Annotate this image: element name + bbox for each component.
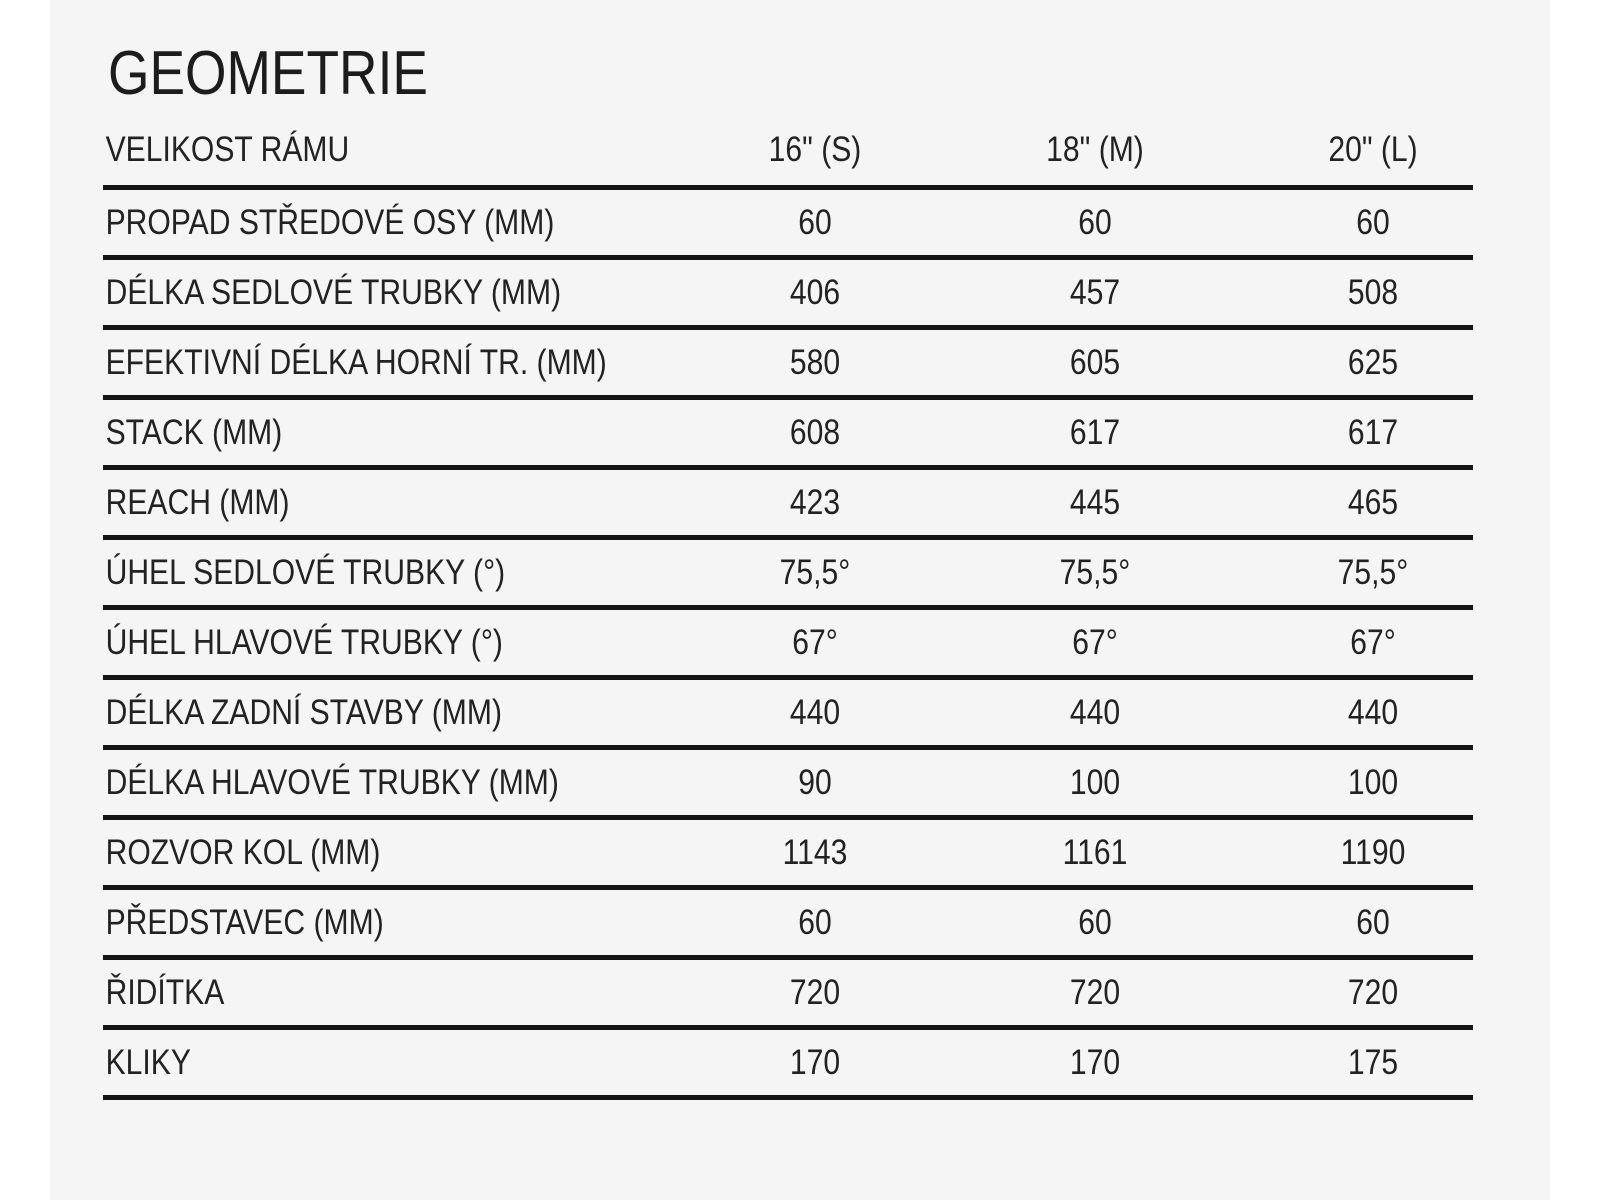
table-row [103, 610, 1473, 680]
value-l: 100 [1347, 762, 1399, 802]
value-s: 90 [798, 762, 832, 802]
value-l: 60 [1356, 902, 1390, 942]
value-s: 406 [789, 272, 841, 312]
row-label: ÚHEL SEDLOVÉ TRUBKY (°) [105, 552, 506, 592]
table-row [103, 1030, 1473, 1100]
value-l: 67° [1350, 622, 1396, 662]
value-l: 440 [1347, 692, 1399, 732]
row-label: KLIKY [105, 1042, 191, 1082]
table-row [103, 890, 1473, 960]
table-row [103, 540, 1473, 610]
value-l: 720 [1347, 972, 1399, 1012]
value-l: 1190 [1340, 832, 1406, 872]
value-m: 75,5° [1059, 552, 1131, 592]
value-s: 170 [789, 1042, 841, 1082]
table-row [103, 330, 1473, 400]
value-m: 67° [1072, 622, 1118, 662]
value-l: 175 [1347, 1042, 1399, 1082]
table-row [103, 820, 1473, 890]
value-m: 1161 [1062, 832, 1128, 872]
value-l: 617 [1347, 412, 1399, 452]
value-s: 1143 [782, 832, 848, 872]
header-label: VELIKOST RÁMU [105, 129, 350, 169]
table-row [103, 960, 1473, 1030]
value-m: 60 [1078, 902, 1112, 942]
value-m: 60 [1078, 202, 1112, 242]
page-title: GEOMETRIE [108, 39, 428, 108]
table-row [103, 190, 1473, 260]
row-label: REACH (MM) [105, 482, 290, 522]
row-label: PROPAD STŘEDOVÉ OSY (MM) [105, 202, 555, 242]
value-s: 720 [789, 972, 841, 1012]
value-s: 67° [792, 622, 838, 662]
row-label: EFEKTIVNÍ DÉLKA HORNÍ TR. (MM) [105, 342, 607, 382]
value-m: 617 [1069, 412, 1121, 452]
table-row [103, 400, 1473, 470]
table-row [103, 470, 1473, 540]
table-header-row [103, 114, 1473, 190]
row-label: DÉLKA ZADNÍ STAVBY (MM) [105, 692, 502, 732]
value-s: 60 [798, 902, 832, 942]
value-l: 465 [1347, 482, 1399, 522]
table-row [103, 750, 1473, 820]
header-size-m: 18" (M) [1046, 129, 1144, 169]
value-m: 100 [1069, 762, 1121, 802]
row-label: STACK (MM) [105, 412, 283, 452]
value-m: 440 [1069, 692, 1121, 732]
header-size-l: 20" (L) [1328, 129, 1418, 169]
table-row [103, 260, 1473, 330]
row-label: DÉLKA HLAVOVÉ TRUBKY (MM) [105, 762, 559, 802]
geometry-table [103, 114, 1473, 1100]
row-label: DÉLKA SEDLOVÉ TRUBKY (MM) [105, 272, 562, 312]
row-label: ROZVOR KOL (MM) [105, 832, 381, 872]
table-row [103, 680, 1473, 750]
value-m: 720 [1069, 972, 1121, 1012]
value-m: 445 [1069, 482, 1121, 522]
value-l: 508 [1347, 272, 1399, 312]
value-s: 60 [798, 202, 832, 242]
value-m: 605 [1069, 342, 1121, 382]
row-label: PŘEDSTAVEC (MM) [105, 902, 384, 942]
value-s: 75,5° [779, 552, 851, 592]
value-s: 440 [789, 692, 841, 732]
value-l: 60 [1356, 202, 1390, 242]
value-s: 423 [789, 482, 841, 522]
header-size-s: 16" (S) [768, 129, 862, 169]
value-s: 580 [789, 342, 841, 382]
row-label: ÚHEL HLAVOVÉ TRUBKY (°) [105, 622, 503, 662]
row-label: ŘIDÍTKA [105, 972, 225, 1012]
value-s: 608 [789, 412, 841, 452]
value-m: 457 [1069, 272, 1121, 312]
value-m: 170 [1069, 1042, 1121, 1082]
value-l: 625 [1347, 342, 1399, 382]
value-l: 75,5° [1337, 552, 1409, 592]
geometry-panel [50, 0, 1550, 1200]
